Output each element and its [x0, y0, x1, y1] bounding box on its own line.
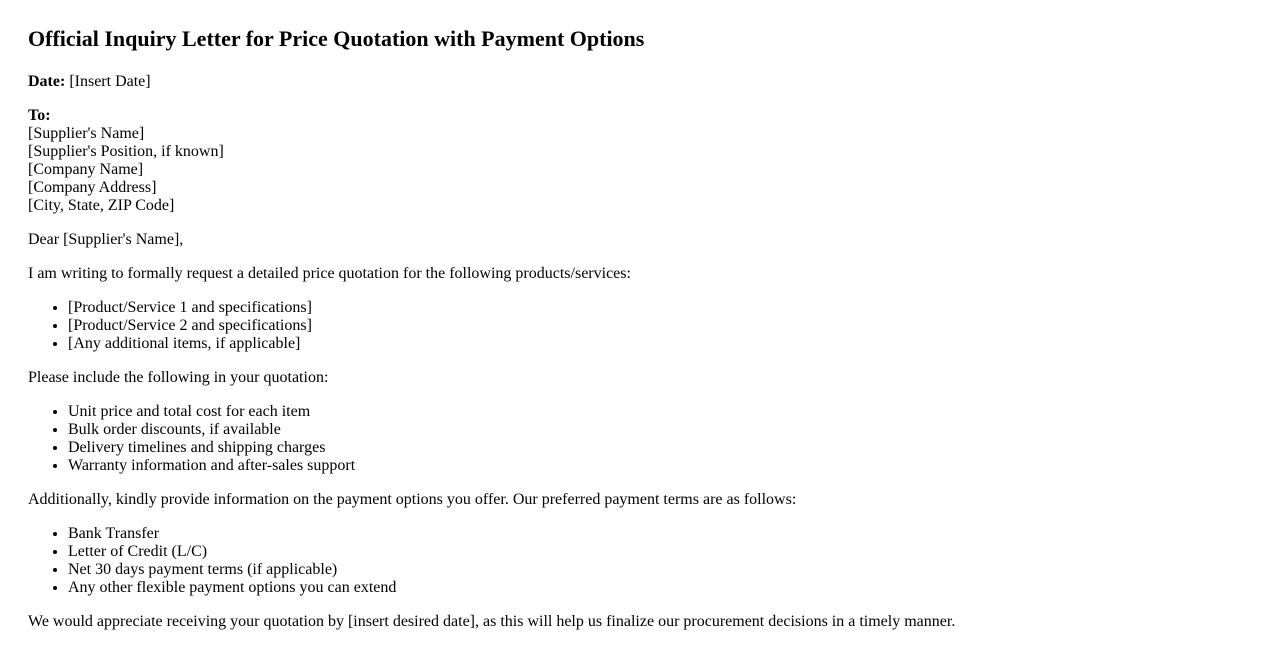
to-label: To: [28, 107, 51, 124]
page-title: Official Inquiry Letter for Price Quotation with Payment Options [28, 26, 645, 51]
quotation-details-list [28, 403, 1250, 475]
date-value: [Insert Date] [69, 73, 151, 90]
list-item: • Any other flexible payment options you can extend [68, 579, 1250, 597]
list-item: • [Product/Service 2 and specifications] [68, 317, 1250, 335]
list-item: • [Product/Service 1 and specifications] [68, 299, 1250, 317]
include-paragraph: Please include the following in your quotation: [28, 369, 329, 386]
recipient-line: [City, State, ZIP Code] [28, 197, 175, 214]
date-line [28, 73, 1250, 91]
list-item: • Bulk order discounts, if available [68, 421, 1250, 439]
date-label: Date: [28, 73, 66, 90]
list-item: • Bank Transfer [68, 525, 1250, 543]
list-item: • Net 30 days payment terms (if applicable) [68, 561, 1250, 579]
payment-paragraph: Additionally, kindly provide information on the payment options you offer. Our preferred payment terms are as follows: [28, 491, 797, 508]
recipient-line: [Company Address] [28, 179, 157, 196]
list-item: • Warranty information and after-sales support [68, 457, 1250, 475]
recipient-line: [Supplier's Name] [28, 125, 145, 142]
salutation: Dear [Supplier's Name], [28, 231, 184, 248]
list-item: • Delivery timelines and shipping charges [68, 439, 1250, 457]
recipient-line: [Company Name] [28, 161, 144, 178]
products-list [28, 299, 1250, 353]
recipient-line: [Supplier's Position, if known] [28, 143, 224, 160]
list-item: • Unit price and total cost for each item [68, 403, 1250, 421]
intro-paragraph: I am writing to formally request a detailed price quotation for the following products/services: [28, 265, 631, 282]
list-item: • Letter of Credit (L/C) [68, 543, 1250, 561]
recipient-block [28, 107, 1250, 215]
list-item: • [Any additional items, if applicable] [68, 335, 1250, 353]
closing-paragraph: We would appreciate receiving your quotation by [insert desired date], as this will help us finalize our procurement decisions in a timely manner. [28, 613, 956, 630]
payment-options-list [28, 525, 1250, 597]
